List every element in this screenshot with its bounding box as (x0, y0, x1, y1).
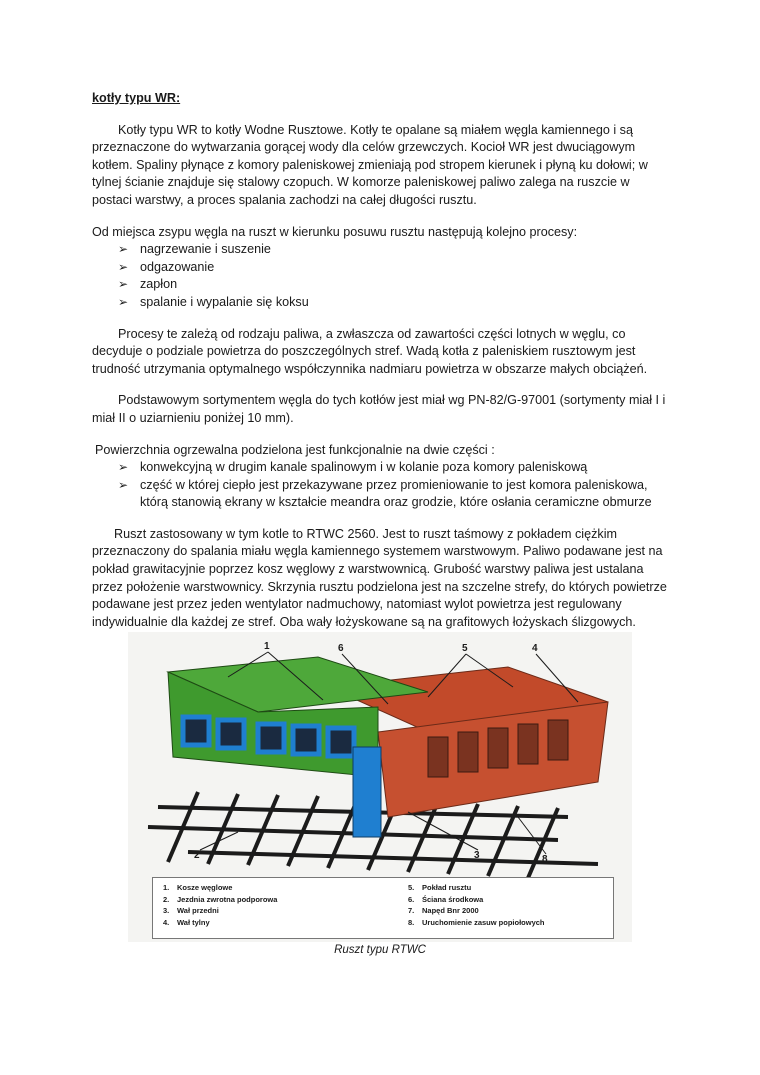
callout-5: 5 (462, 643, 468, 654)
legend-column-right (408, 882, 545, 928)
list-item: ➢ nagrzewanie i suszenie (118, 241, 672, 259)
paragraph-grate: Ruszt zastosowany w tym kotle to RTWC 2560. Jest to ruszt taśmowy z pokładem ciężkim przeznaczony do spalania miału węgla kamiennego systemem warstwowym. Paliwo podawane jest na pokład grawitacyjnie poprzez kosz węglowy z warstwownicą. Grubość warstwy paliwa jest ustalana przez położenie warstwownicy. Skrzynia rusztu podzielona jest na szczelne strefy, do których powietrze podawane jest przez jeden wentylator nadmuchowy, natomiast wylot powietrza jest regulowany indywidualnie dla każdej ze stref. Oba wały łożyskowane są na grafitowych łożyskach ślizgowych. (92, 526, 667, 629)
legend-item: 1. Kosze węglowe (163, 883, 233, 892)
legend-item: 3. Wał przedni (163, 906, 219, 915)
legend-item: 5. Pokład rusztu (408, 883, 472, 892)
legend-item: 7. Napęd Bnr 2000 (408, 906, 479, 915)
surface-list (92, 459, 672, 512)
callout-8: 8 (542, 854, 548, 865)
paragraph-fuel: Podstawowym sortymentem węgla do tych kotłów jest miał wg PN-82/G-97001 (sortymenty miał I i miał II o uziarnieniu poniżej 10 mm). (92, 393, 666, 425)
legend-item: 8. Uruchomienie zasuw popiołowych (408, 917, 545, 927)
paragraph-intro: Kotły typu WR to kotły Wodne Rusztowe. Kotły te opalane są miałem węgla kamiennego i są przeznaczone do wytwarzania gorącej wody dla celów grzewczych. Kocioł WR jest dwuciągowym kotłem. Spaliny płynące z komory paleniskowej zmieniają pod stropem kierunek i płyną ku dołowi; w tylnej ścianie znajduje się stalowy czopuch. W komorze paleniskowej paliwo zalega na ruszcie w postaci warstwy, a proces spalania zachodzi na całej długości rusztu. (92, 122, 648, 207)
legend-item: 6. Ściana środkowa (408, 894, 484, 904)
document-body (92, 90, 672, 631)
figure-legend (152, 877, 614, 939)
paragraph-processes-intro: Od miejsca zsypu węgla na ruszt w kierunku posuwu rusztu następują kolejno procesy: (92, 224, 578, 239)
list-item: ➢ zapłon (118, 276, 672, 294)
callout-1a: 1 (264, 641, 270, 652)
paragraph-surface-intro: Powierzchnia ogrzewalna podzielona jest funkcjonalnie na dwie części : (95, 442, 495, 457)
section-title: kotły typu WR: (92, 91, 181, 105)
list-item: ➢ część w której ciepło jest przekazywane przez promieniowanie to jest komora paleniskowa, którą stanowią ekrany w kształcie meandra oraz grodzie, które osłania ceramiczne obmurze (118, 477, 672, 512)
callout-2: 2 (194, 850, 200, 861)
callout-3: 3 (474, 850, 480, 861)
front-shaft-housing (353, 747, 381, 837)
process-list (92, 241, 672, 311)
callout-4: 4 (532, 643, 538, 654)
list-item: ➢ odgazowanie (118, 259, 672, 277)
paragraph-processes: Procesy te zależą od rodzaju paliwa, a zwłaszcza od zawartości części lotnych w węglu, co decyduje o podziale powietrza do poszczególnych stref. Wadą kotła z paleniskiem rusztowym jest trudność utrzymania optymalnego współczynnika nadmiaru powietrza w obszarze małych obciążeń. (92, 326, 648, 376)
callout-6: 6 (338, 643, 344, 654)
list-item: ➢ konwekcyjną w drugim kanale spalinowym i w kolanie poza komory paleniskową (118, 459, 672, 477)
list-item: ➢ spalanie i wypalanie się koksu (118, 294, 672, 312)
legend-column-left (163, 882, 277, 928)
figure-caption: Ruszt typu RTWC (334, 944, 426, 956)
legend-item: 4. Wał tylny (163, 917, 210, 927)
legend-item: 2. Jezdnia zwrotna podporowa (163, 894, 278, 904)
